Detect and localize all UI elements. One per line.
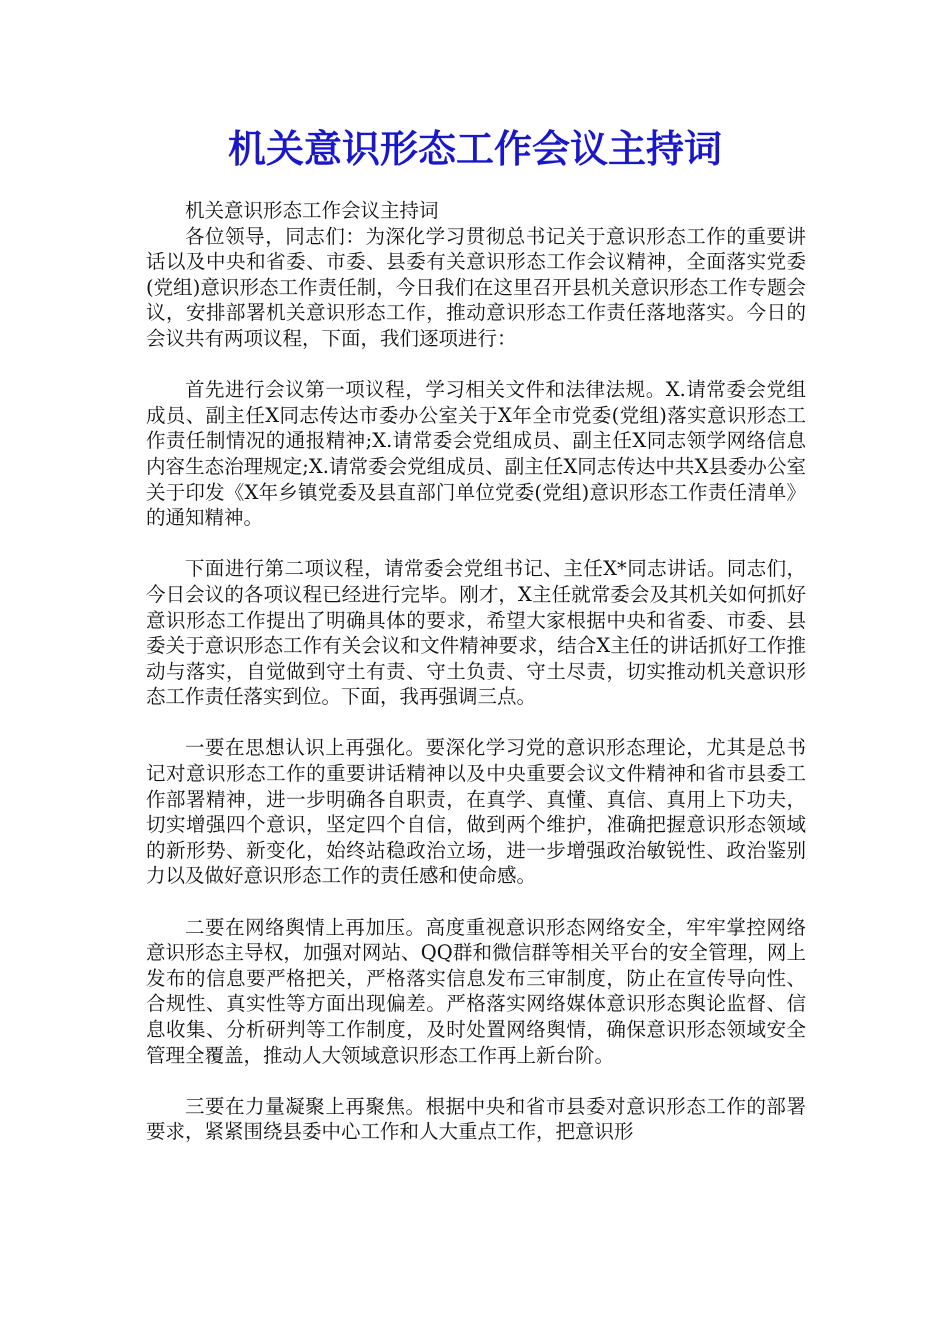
paragraph-opening: 各位领导，同志们：为深化学习贯彻总书记关于意识形态工作的重要讲话以及中央和省委、市委、县委有关意识形态工作会议精神，全面落实党委(党组)意识形态工作责任制，今日我们在这里召开县机关意识形态工作专题会议，安排部署机关意识形态工作，推动意识形态工作责任落地落实。今日的会议共有两项议程，下面，我们逐项进行： [146,224,806,350]
paragraph-point-three: 三要在力量凝聚上再聚焦。根据中央和省市县委对意识形态工作的部署要求，紧紧围绕县委中心工作和人大重点工作，把意识形 [146,1094,806,1144]
paragraph-point-one: 一要在思想认识上再强化。要深化学习党的意识形态理论，尤其是总书记对意识形态工作的重要讲话精神以及中央重要会议文件精神和省市县委工作部署精神，进一步明确各自职责，在真学、真懂、真信、真用上下功夫，切实增强四个意识，坚定四个自信，做到两个维护，准确把握意识形态领域的新形势、新变化，始终站稳政治立场，进一步增强政治敏锐性、政治鉴别力以及做好意识形态工作的责任感和使命感。 [146,736,806,888]
document-subtitle: 机关意识形态工作会议主持词 [185,199,439,222]
document-title: 机关意识形态工作会议主持词 [227,127,722,171]
paragraph-point-two: 二要在网络舆情上再加压。高度重视意识形态网络安全，牢牢掌控网络意识形态主导权，加强对网站、QQ群和微信群等相关平台的安全管理，网上发布的信息要严格把关，严格落实信息发布三审制度，防止在宣传导向性、合规性、真实性等方面出现偏差。严格落实网络媒体意识形态舆论监督、信息收集、分析研判等工作制度，及时处置网络舆情，确保意识形态领域安全管理全覆盖，推动人大领域意识形态工作再上新台阶。 [146,915,806,1067]
paragraph-agenda-one: 首先进行会议第一项议程，学习相关文件和法律法规。X.请常委会党组成员、副主任X同志传达市委办公室关于X年全市党委(党组)落实意识形态工作责任制情况的通报精神;X.请常委会党组成员、副主任X同志领学网络信息内容生态治理规定;X.请常委会党组成员、副主任X同志传达中共X县委办公室关于印发《X年乡镇党委及县直部门单位党委(党组)意识形态工作责任清单》的通知精神。 [146,378,806,530]
document-body [146,198,806,1145]
paragraph-agenda-two: 下面进行第二项议程，请常委会党组书记、主任X*同志讲话。同志们，今日会议的各项议程已经进行完毕。刚才，X主任就常委会及其机关如何抓好意识形态工作提出了明确具体的要求，希望大家根据中央和省委、市委、县委关于意识形态工作有关会议和文件精神要求，结合X主任的讲话抓好工作推动与落实，自觉做到守土有责、守土负责、守土尽责，切实推动机关意识形态工作责任落实到位。下面，我再强调三点。 [146,557,806,709]
